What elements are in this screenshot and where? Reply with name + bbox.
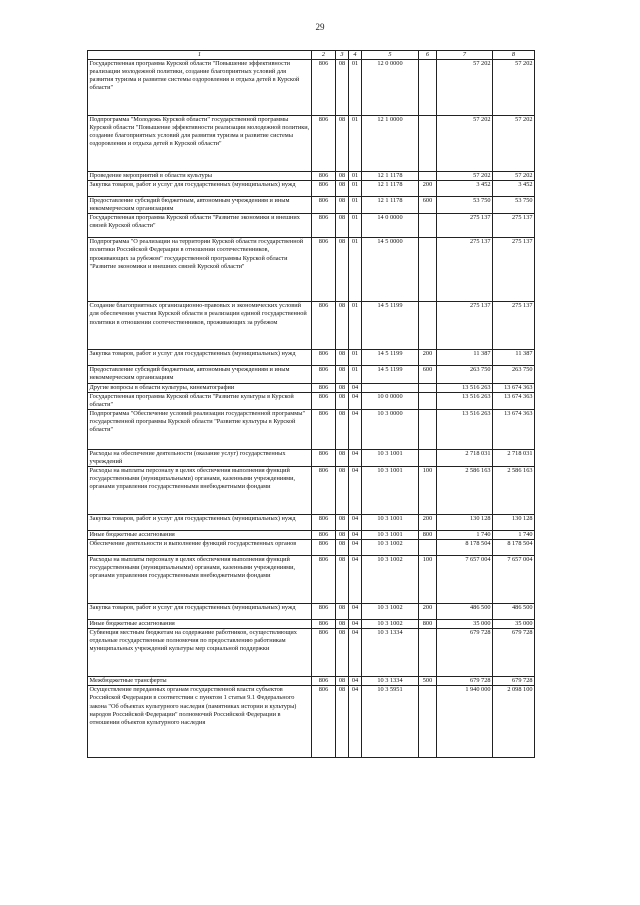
- row-amount-2: 11 387: [493, 350, 535, 366]
- column-header: 5: [362, 51, 419, 60]
- row-section-code: 08: [336, 620, 349, 629]
- row-grbs-code: 806: [312, 556, 336, 604]
- row-grbs-code: 806: [312, 172, 336, 181]
- row-grbs-code: 806: [312, 604, 336, 620]
- row-subsection-code: 04: [349, 409, 362, 449]
- row-amount-2: 2 098 100: [493, 686, 535, 758]
- row-subsection-code: 04: [349, 604, 362, 620]
- row-section-code: 08: [336, 181, 349, 197]
- row-name: Подпрограмма "Обеспечение условий реализации государственной программы" государственной программы Курской области "Развитие культуры в Курской области": [88, 409, 312, 449]
- table-row: [88, 383, 535, 392]
- row-name: Расходы на выплаты персоналу в целях обеспечения выполнения функций государственными (муниципальными) органами, казенными учреждениями, органами управления государственными внебюджетными фондами: [88, 556, 312, 604]
- row-amount-2: 13 674 363: [493, 409, 535, 449]
- row-target-article-code: 12 0 0000: [362, 60, 419, 116]
- row-name: Государственная программа Курской области "Повышение эффективности реализации молодежной политики, создание благоприятных условий для развития туризма и развитие системы оздоровления и отдыха детей в Курской области": [88, 60, 312, 116]
- row-amount-2: 3 452: [493, 181, 535, 197]
- row-subsection-code: 01: [349, 197, 362, 214]
- row-name: Закупка товаров, работ и услуг для государственных (муниципальных) нужд: [88, 350, 312, 366]
- row-expense-type-code: 600: [419, 197, 437, 214]
- row-expense-type-code: 800: [419, 620, 437, 629]
- row-amount-1: 57 202: [437, 60, 493, 116]
- row-expense-type-code: [419, 383, 437, 392]
- row-grbs-code: 806: [312, 392, 336, 409]
- row-amount-1: 13 516 263: [437, 383, 493, 392]
- table-row: [88, 172, 535, 181]
- row-target-article-code: 10 3 1002: [362, 556, 419, 604]
- row-section-code: 08: [336, 116, 349, 172]
- row-target-article-code: 10 3 1001: [362, 531, 419, 540]
- row-expense-type-code: [419, 392, 437, 409]
- row-subsection-code: 01: [349, 116, 362, 172]
- row-section-code: 08: [336, 350, 349, 366]
- row-grbs-code: 806: [312, 409, 336, 449]
- row-subsection-code: 04: [349, 686, 362, 758]
- row-amount-2: 1 740: [493, 531, 535, 540]
- row-section-code: 08: [336, 383, 349, 392]
- row-subsection-code: 01: [349, 60, 362, 116]
- row-grbs-code: 806: [312, 214, 336, 238]
- row-expense-type-code: 200: [419, 515, 437, 531]
- row-target-article-code: 10 3 1002: [362, 620, 419, 629]
- row-target-article-code: 14 0 0000: [362, 214, 419, 238]
- table-header-row: [88, 51, 535, 60]
- row-expense-type-code: [419, 629, 437, 677]
- row-amount-2: 679 728: [493, 629, 535, 677]
- row-amount-1: 13 516 263: [437, 392, 493, 409]
- table-row: [88, 214, 535, 238]
- row-amount-1: 2 718 031: [437, 449, 493, 466]
- table-row: [88, 197, 535, 214]
- table-row: [88, 116, 535, 172]
- row-subsection-code: 04: [349, 620, 362, 629]
- row-amount-1: 11 387: [437, 350, 493, 366]
- row-amount-2: 275 137: [493, 214, 535, 238]
- row-amount-2: 679 728: [493, 677, 535, 686]
- row-expense-type-code: 200: [419, 604, 437, 620]
- row-amount-2: 2 718 031: [493, 449, 535, 466]
- row-section-code: 08: [336, 677, 349, 686]
- row-expense-type-code: [419, 60, 437, 116]
- table-row: [88, 350, 535, 366]
- row-section-code: 08: [336, 531, 349, 540]
- row-section-code: 08: [336, 197, 349, 214]
- row-grbs-code: 806: [312, 60, 336, 116]
- row-name: Подпрограмма "О реализации на территории Курской области государственной политики Российской Федерации в отношении соотечественников, проживающих за рубежом" государственной программы Курской области "Развитие экономики и внешних связей Курской области": [88, 238, 312, 302]
- row-section-code: 08: [336, 556, 349, 604]
- row-target-article-code: 12 1 1178: [362, 181, 419, 197]
- row-name: Межбюджетные трансферты: [88, 677, 312, 686]
- row-section-code: 08: [336, 409, 349, 449]
- row-section-code: 08: [336, 60, 349, 116]
- row-name: Государственная программа Курской области "Развитие экономики и внешних связей Курской области": [88, 214, 312, 238]
- column-header: 2: [312, 51, 336, 60]
- row-name: Предоставление субсидий бюджетным, автономным учреждениям и иным некоммерческим организациям: [88, 366, 312, 383]
- row-amount-1: 263 750: [437, 366, 493, 383]
- row-subsection-code: 01: [349, 238, 362, 302]
- row-section-code: 08: [336, 686, 349, 758]
- row-target-article-code: 10 3 0000: [362, 409, 419, 449]
- table-row: [88, 677, 535, 686]
- row-section-code: 08: [336, 449, 349, 466]
- row-target-article-code: 12 1 1178: [362, 172, 419, 181]
- row-expense-type-code: [419, 449, 437, 466]
- budget-table: [87, 50, 535, 758]
- row-grbs-code: 806: [312, 181, 336, 197]
- row-subsection-code: 04: [349, 531, 362, 540]
- table-row: [88, 467, 535, 515]
- row-amount-1: 3 452: [437, 181, 493, 197]
- row-name: Проведение мероприятий в области культуры: [88, 172, 312, 181]
- row-grbs-code: 806: [312, 449, 336, 466]
- row-grbs-code: 806: [312, 531, 336, 540]
- row-grbs-code: 806: [312, 350, 336, 366]
- row-expense-type-code: 200: [419, 350, 437, 366]
- row-section-code: 08: [336, 629, 349, 677]
- row-expense-type-code: [419, 302, 437, 350]
- row-name: Закупка товаров, работ и услуг для государственных (муниципальных) нужд: [88, 181, 312, 197]
- row-subsection-code: 04: [349, 540, 362, 556]
- table-row: [88, 392, 535, 409]
- row-section-code: 08: [336, 214, 349, 238]
- row-amount-2: 7 657 004: [493, 556, 535, 604]
- row-subsection-code: 04: [349, 467, 362, 515]
- row-amount-1: 679 728: [437, 629, 493, 677]
- row-amount-1: 130 128: [437, 515, 493, 531]
- row-target-article-code: 10 3 1001: [362, 449, 419, 466]
- table-row: [88, 629, 535, 677]
- column-header: 4: [349, 51, 362, 60]
- page-number: 29: [315, 22, 325, 32]
- row-section-code: 08: [336, 392, 349, 409]
- table-row: [88, 686, 535, 758]
- row-target-article-code: 14 5 1199: [362, 302, 419, 350]
- row-subsection-code: 04: [349, 392, 362, 409]
- row-target-article-code: 14 5 1199: [362, 350, 419, 366]
- row-grbs-code: 806: [312, 238, 336, 302]
- row-grbs-code: 806: [312, 302, 336, 350]
- row-subsection-code: 04: [349, 556, 362, 604]
- row-grbs-code: 806: [312, 116, 336, 172]
- row-target-article-code: 10 3 1002: [362, 604, 419, 620]
- row-subsection-code: 01: [349, 172, 362, 181]
- row-section-code: 08: [336, 540, 349, 556]
- row-name: Субвенция местным бюджетам на содержание работников, осуществляющих отдельные государственные полномочия по предоставлению работникам муниципальных учреждений культуры мер социальной поддержки: [88, 629, 312, 677]
- row-amount-2: 57 202: [493, 172, 535, 181]
- row-name: Закупка товаров, работ и услуг для государственных (муниципальных) нужд: [88, 604, 312, 620]
- column-header: 8: [493, 51, 535, 60]
- row-name: Создание благоприятных организационно-правовых и экономических условий для обеспечения участия Курской области в реализации единой государственной политики в отношении соотечественников, проживающих за рубежом: [88, 302, 312, 350]
- row-target-article-code: 10 3 1002: [362, 540, 419, 556]
- row-amount-1: 7 657 004: [437, 556, 493, 604]
- row-expense-type-code: [419, 172, 437, 181]
- table-row: [88, 515, 535, 531]
- table-row: [88, 531, 535, 540]
- row-section-code: 08: [336, 467, 349, 515]
- row-name: Расходы на выплаты персоналу в целях обеспечения выполнения функций государственными (муниципальными) органами, казенными учреждениями, органами управления государственными внебюджетными фондами: [88, 467, 312, 515]
- row-grbs-code: 806: [312, 467, 336, 515]
- row-amount-1: 35 000: [437, 620, 493, 629]
- row-expense-type-code: 100: [419, 467, 437, 515]
- row-section-code: 08: [336, 515, 349, 531]
- row-expense-type-code: 100: [419, 556, 437, 604]
- row-subsection-code: 01: [349, 302, 362, 350]
- row-amount-1: 1 940 000: [437, 686, 493, 758]
- row-amount-2: 57 202: [493, 116, 535, 172]
- row-amount-1: 57 202: [437, 172, 493, 181]
- row-grbs-code: 806: [312, 383, 336, 392]
- row-name: Государственная программа Курской области "Развитие культуры в Курской области": [88, 392, 312, 409]
- table-row: [88, 540, 535, 556]
- row-amount-2: 263 750: [493, 366, 535, 383]
- row-grbs-code: 806: [312, 197, 336, 214]
- row-section-code: 08: [336, 366, 349, 383]
- row-target-article-code: 10 3 1001: [362, 515, 419, 531]
- row-section-code: 08: [336, 604, 349, 620]
- row-amount-2: 486 500: [493, 604, 535, 620]
- row-amount-1: 57 202: [437, 116, 493, 172]
- column-header: 1: [88, 51, 312, 60]
- table-row: [88, 238, 535, 302]
- table-row: [88, 181, 535, 197]
- column-header: 3: [336, 51, 349, 60]
- row-target-article-code: 14 5 1199: [362, 366, 419, 383]
- row-grbs-code: 806: [312, 366, 336, 383]
- row-subsection-code: 04: [349, 677, 362, 686]
- row-name: Иные бюджетные ассигнования: [88, 531, 312, 540]
- row-expense-type-code: 800: [419, 531, 437, 540]
- row-expense-type-code: 500: [419, 677, 437, 686]
- row-target-article-code: 10 0 0000: [362, 392, 419, 409]
- table-row: [88, 366, 535, 383]
- row-expense-type-code: [419, 540, 437, 556]
- table-row: [88, 60, 535, 116]
- row-grbs-code: 806: [312, 620, 336, 629]
- row-amount-2: 275 137: [493, 238, 535, 302]
- row-subsection-code: 01: [349, 181, 362, 197]
- row-amount-1: 1 740: [437, 531, 493, 540]
- row-expense-type-code: [419, 214, 437, 238]
- row-amount-2: 130 128: [493, 515, 535, 531]
- table-row: [88, 620, 535, 629]
- row-amount-1: 13 516 263: [437, 409, 493, 449]
- row-amount-2: 8 178 504: [493, 540, 535, 556]
- row-amount-2: 57 202: [493, 60, 535, 116]
- row-section-code: 08: [336, 172, 349, 181]
- row-amount-1: 679 728: [437, 677, 493, 686]
- row-name: Предоставление субсидий бюджетным, автономным учреждениям и иным некоммерческим организациям: [88, 197, 312, 214]
- row-amount-1: 486 500: [437, 604, 493, 620]
- row-amount-2: 35 000: [493, 620, 535, 629]
- row-target-article-code: 14 5 0000: [362, 238, 419, 302]
- row-target-article-code: 10 3 1334: [362, 629, 419, 677]
- row-subsection-code: 04: [349, 515, 362, 531]
- row-subsection-code: 04: [349, 629, 362, 677]
- column-header: 6: [419, 51, 437, 60]
- row-amount-1: 53 750: [437, 197, 493, 214]
- row-target-article-code: 12 1 1178: [362, 197, 419, 214]
- row-amount-1: 8 178 504: [437, 540, 493, 556]
- row-subsection-code: 01: [349, 214, 362, 238]
- row-name: Обеспечение деятельности и выполнение функций государственных органов: [88, 540, 312, 556]
- row-expense-type-code: [419, 686, 437, 758]
- row-target-article-code: 12 1 0000: [362, 116, 419, 172]
- row-name: Другие вопросы в области культуры, кинематографии: [88, 383, 312, 392]
- row-target-article-code: 10 3 1334: [362, 677, 419, 686]
- row-section-code: 08: [336, 302, 349, 350]
- row-grbs-code: 806: [312, 515, 336, 531]
- row-expense-type-code: 600: [419, 366, 437, 383]
- row-amount-2: 2 586 163: [493, 467, 535, 515]
- row-grbs-code: 806: [312, 540, 336, 556]
- table-row: [88, 409, 535, 449]
- row-expense-type-code: [419, 409, 437, 449]
- table-row: [88, 449, 535, 466]
- row-target-article-code: 10 3 1001: [362, 467, 419, 515]
- row-amount-2: 13 674 363: [493, 392, 535, 409]
- table-row: [88, 556, 535, 604]
- row-subsection-code: 04: [349, 449, 362, 466]
- row-amount-2: 53 750: [493, 197, 535, 214]
- row-amount-1: 275 137: [437, 214, 493, 238]
- row-grbs-code: 806: [312, 686, 336, 758]
- row-section-code: 08: [336, 238, 349, 302]
- row-expense-type-code: [419, 238, 437, 302]
- row-subsection-code: 01: [349, 350, 362, 366]
- row-expense-type-code: [419, 116, 437, 172]
- row-name: Иные бюджетные ассигнования: [88, 620, 312, 629]
- row-name: Расходы на обеспечение деятельности (оказание услуг) государственных учреждений: [88, 449, 312, 466]
- row-amount-1: 2 586 163: [437, 467, 493, 515]
- row-subsection-code: 01: [349, 366, 362, 383]
- row-amount-2: 275 137: [493, 302, 535, 350]
- row-subsection-code: 04: [349, 383, 362, 392]
- row-target-article-code: [362, 383, 419, 392]
- row-target-article-code: 10 3 5951: [362, 686, 419, 758]
- row-name: Подпрограмма "Молодежь Курской области" государственной программы Курской области "Повышение эффективности реализации молодежной политики, создание благоприятных условий для развития туризма и развитие системы оздоровления и отдыха детей в Курской области": [88, 116, 312, 172]
- row-amount-1: 275 137: [437, 238, 493, 302]
- table-row: [88, 604, 535, 620]
- column-header: 7: [437, 51, 493, 60]
- table-row: [88, 302, 535, 350]
- row-grbs-code: 806: [312, 629, 336, 677]
- row-grbs-code: 806: [312, 677, 336, 686]
- row-amount-1: 275 137: [437, 302, 493, 350]
- row-amount-2: 13 674 363: [493, 383, 535, 392]
- row-name: Осуществление переданных органам государственной власти субъектов Российской Федерации в соответствии с пунктом 1 статьи 9.1 Федерального закона "Об объектах культурного наследия (памятниках истории и культуры) народов Российской Федерации" полномочий Российской Федерации в отношении объектов культурного наследия: [88, 686, 312, 758]
- row-name: Закупка товаров, работ и услуг для государственных (муниципальных) нужд: [88, 515, 312, 531]
- row-expense-type-code: 200: [419, 181, 437, 197]
